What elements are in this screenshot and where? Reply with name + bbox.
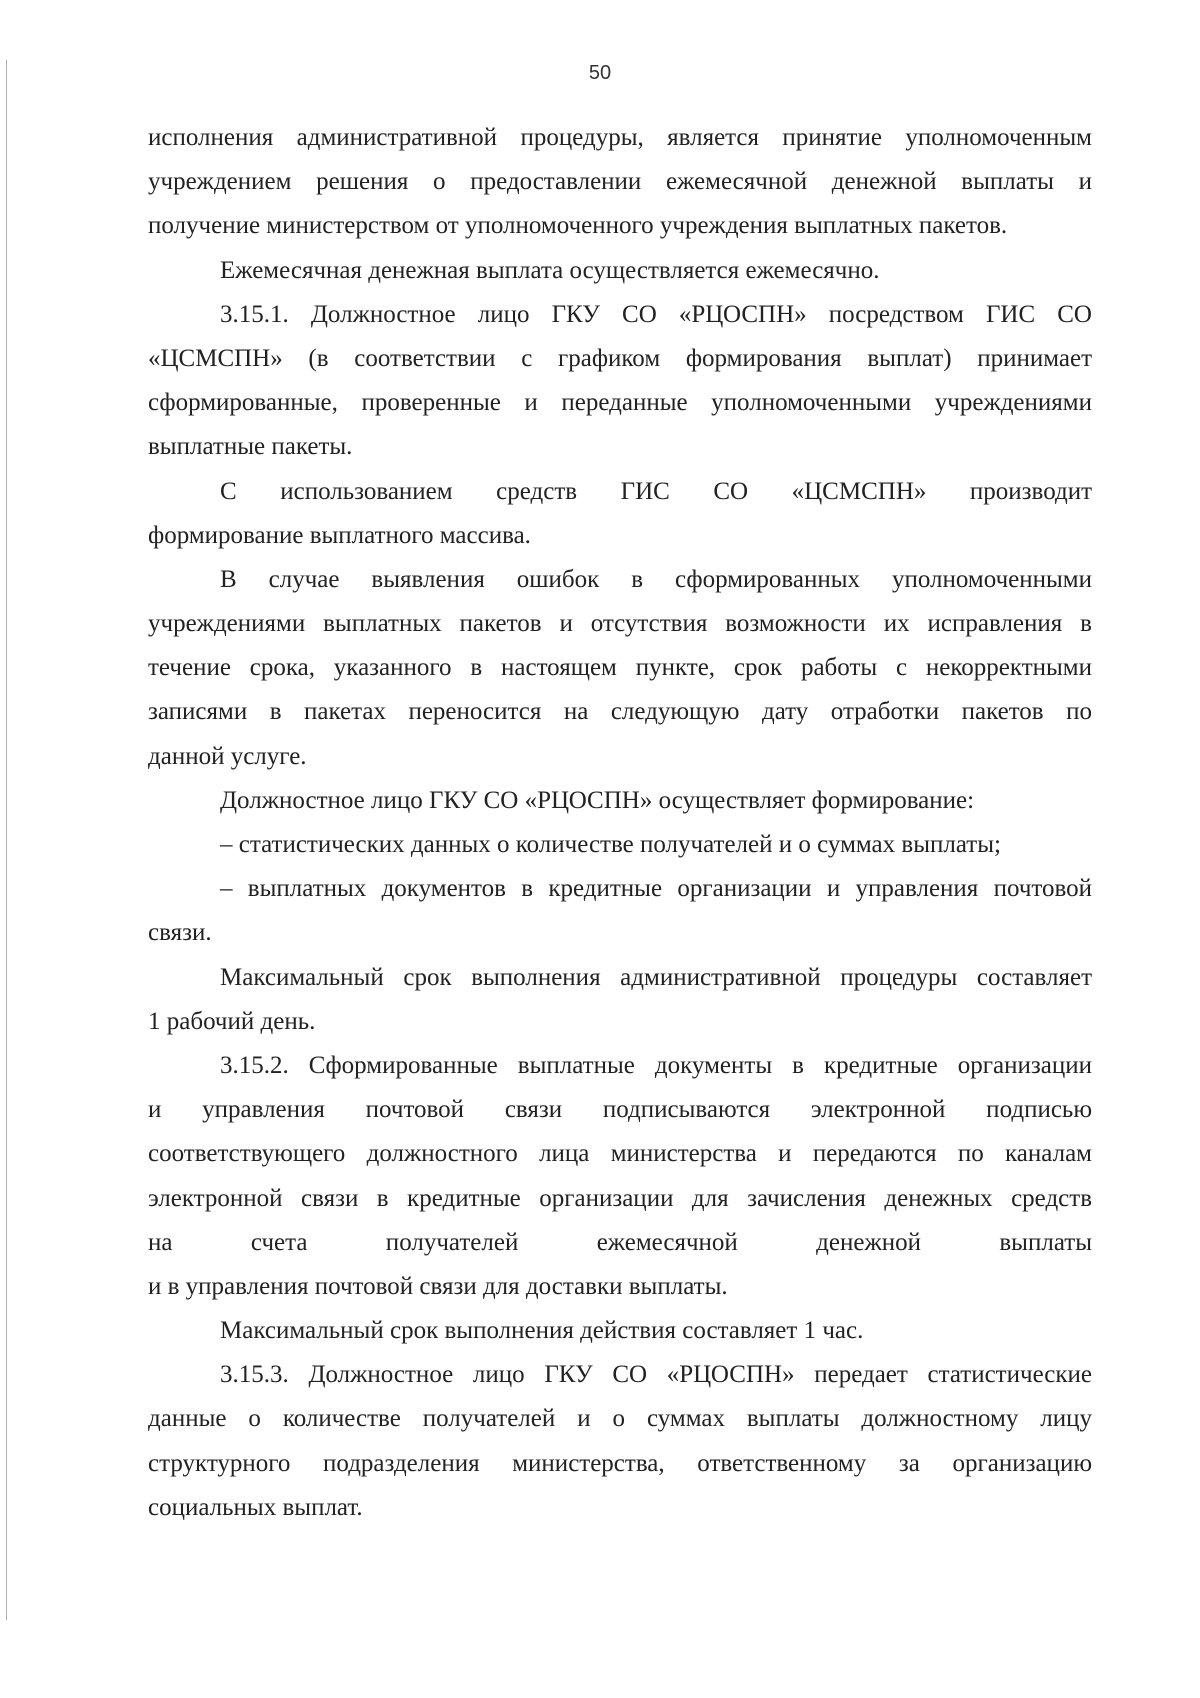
- body-text: [148, 116, 1092, 1530]
- text-line: структурного подразделения министерства, ответственному за организацию: [148, 1449, 1092, 1477]
- text-line: данные о количестве получателей и о суммах выплаты должностному лицу: [148, 1405, 1092, 1433]
- text-line: 3.15.1. Должностное лицо ГКУ СО «РЦОСПН» посредством ГИС СО: [220, 300, 1092, 328]
- text-line: 1 рабочий день.: [148, 1007, 316, 1035]
- scan-edge-line: [6, 60, 7, 1620]
- text-line: записями в пакетах переносится на следующую дату отработки пакетов по: [148, 698, 1092, 726]
- text-line: течение срока, указанного в настоящем пункте, срок работы с некорректными: [148, 654, 1092, 682]
- text-line: 3.15.2. Сформированные выплатные документы в кредитные организации: [220, 1051, 1092, 1079]
- text-line: соответствующего должностного лица министерства и передаются по каналам: [148, 1140, 1092, 1168]
- text-line: социальных выплат.: [148, 1493, 363, 1521]
- text-line: С использованием средств ГИС СО «ЦСМСПН» производит: [220, 477, 1092, 505]
- list-item-line: – статистических данных о количестве получателей и о суммах выплаты;: [220, 831, 1001, 858]
- text-line: Ежемесячная денежная выплата осуществляется ежемесячно.: [220, 256, 880, 284]
- text-line: исполнения административной процедуры, является принятие уполномоченным: [148, 124, 1092, 151]
- text-line: электронной связи в кредитные организации для зачисления денежных средств: [148, 1184, 1092, 1212]
- text-line: Максимальный срок выполнения административной процедуры составляет: [220, 963, 1092, 991]
- text-line: учреждениями выплатных пакетов и отсутствия возможности их исправления в: [148, 610, 1092, 638]
- text-line: сформированные, проверенные и переданные уполномоченными учреждениями: [148, 389, 1092, 417]
- text-line: формирование выплатного массива.: [148, 521, 531, 549]
- text-line: связи.: [148, 919, 212, 947]
- list-item-line: – выплатных документов в кредитные организации и управления почтовой: [220, 875, 1092, 903]
- text-line: и в управления почтовой связи для доставки выплаты.: [148, 1272, 728, 1300]
- text-line: «ЦСМСПН» (в соответствии с графиком формирования выплат) принимает: [148, 344, 1092, 372]
- text-line: получение министерством от уполномоченного учреждения выплатных пакетов.: [148, 212, 1008, 240]
- text-line: и управления почтовой связи подписываются электронной подписью: [148, 1096, 1092, 1124]
- text-line: выплатные пакеты.: [148, 433, 353, 461]
- text-line: 3.15.3. Должностное лицо ГКУ СО «РЦОСПН» передает статистические: [220, 1361, 1092, 1389]
- text-line: данной услуге.: [148, 742, 307, 770]
- text-line: Максимальный срок выполнения действия составляет 1 час.: [220, 1317, 864, 1345]
- page-number: 50: [588, 62, 612, 84]
- text-line: Должностное лицо ГКУ СО «РЦОСПН» осуществляет формирование:: [220, 786, 975, 814]
- text-line: на счета получателей ежемесячной денежной выплаты: [148, 1228, 1092, 1256]
- text-line: учреждением решения о предоставлении ежемесячной денежной выплаты и: [148, 168, 1092, 196]
- text-line: В случае выявления ошибок в сформированных уполномоченными: [220, 565, 1092, 593]
